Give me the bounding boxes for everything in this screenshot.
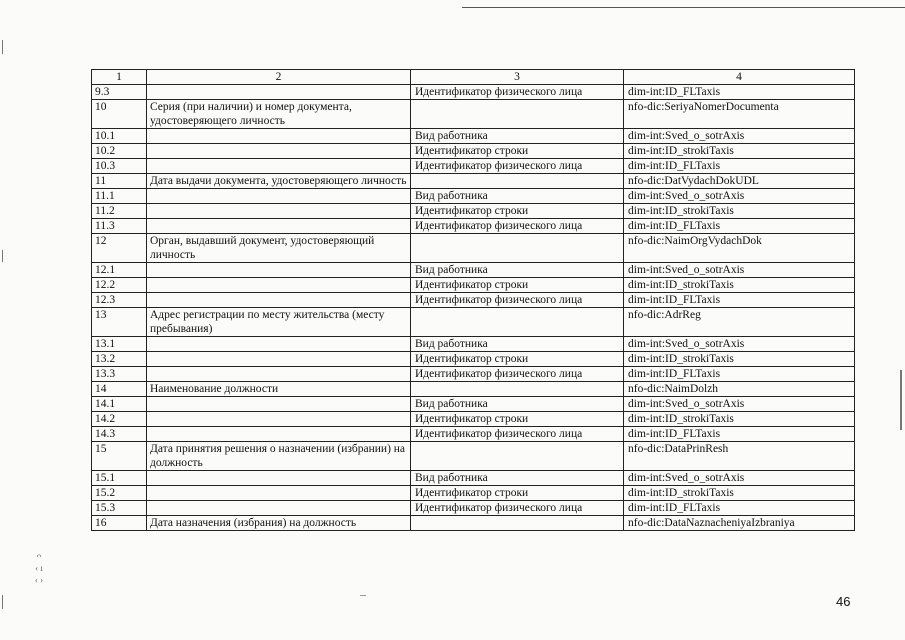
row-indicator-name	[147, 486, 411, 501]
table-row	[92, 412, 855, 427]
row-indicator-name: Дата принятия решения о назначении (избрании) на должность	[147, 442, 411, 471]
row-number: 13.2	[92, 352, 147, 367]
row-element-code: dim-int:ID_FLTaxis	[624, 85, 855, 100]
row-number: 15	[92, 442, 147, 471]
table-row	[92, 234, 855, 263]
table-row	[92, 442, 855, 471]
row-element-code: nfo-dic:DatVydachDokUDL	[624, 174, 855, 189]
row-indicator-name	[147, 189, 411, 204]
row-indicator-name	[147, 337, 411, 352]
table-row	[92, 382, 855, 397]
top-rule	[462, 7, 905, 8]
header-col-4: 4	[624, 70, 855, 85]
table-row	[92, 204, 855, 219]
scan-mark	[360, 595, 366, 596]
row-indicator-name	[147, 501, 411, 516]
row-dimension-type: Идентификатор физического лица	[411, 293, 624, 308]
row-number: 13.1	[92, 337, 147, 352]
left-margin-mark	[2, 40, 3, 54]
row-dimension-type: Идентификатор строки	[411, 486, 624, 501]
row-indicator-name	[147, 278, 411, 293]
row-dimension-type: Идентификатор физического лица	[411, 367, 624, 382]
row-number: 12	[92, 234, 147, 263]
row-element-code: dim-int:ID_strokiTaxis	[624, 144, 855, 159]
row-indicator-name: Наименование должности	[147, 382, 411, 397]
row-number: 10.2	[92, 144, 147, 159]
table-row	[92, 144, 855, 159]
row-number: 13	[92, 308, 147, 337]
row-dimension-type	[411, 234, 624, 263]
row-indicator-name	[147, 219, 411, 234]
row-indicator-name: Орган, выдавший документ, удостоверяющий личность	[147, 234, 411, 263]
row-dimension-type: Вид работника	[411, 397, 624, 412]
row-element-code: nfo-dic:SeriyaNomerDocumenta	[624, 100, 855, 129]
header-row	[92, 70, 855, 85]
row-element-code: dim-int:ID_FLTaxis	[624, 427, 855, 442]
row-indicator-name	[147, 129, 411, 144]
row-dimension-type: Идентификатор физического лица	[411, 219, 624, 234]
side-glyphs	[30, 550, 48, 586]
row-dimension-type: Идентификатор строки	[411, 352, 624, 367]
row-number: 11.2	[92, 204, 147, 219]
table-body	[92, 85, 855, 531]
left-margin-mark	[2, 250, 3, 262]
row-element-code: dim-int:Sved_o_sotrAxis	[624, 471, 855, 486]
row-number: 12.2	[92, 278, 147, 293]
table-row	[92, 427, 855, 442]
row-element-code: nfo-dic:DataPrinResh	[624, 442, 855, 471]
table-row	[92, 337, 855, 352]
row-indicator-name	[147, 159, 411, 174]
table-row	[92, 516, 855, 531]
row-indicator-name	[147, 427, 411, 442]
row-indicator-name	[147, 397, 411, 412]
table-row	[92, 293, 855, 308]
table-row	[92, 189, 855, 204]
row-indicator-name	[147, 471, 411, 486]
row-number: 11.3	[92, 219, 147, 234]
row-dimension-type: Идентификатор строки	[411, 204, 624, 219]
left-margin-mark	[2, 595, 3, 609]
row-indicator-name	[147, 85, 411, 100]
table-row	[92, 501, 855, 516]
row-dimension-type: Идентификатор физического лица	[411, 501, 624, 516]
row-number: 11	[92, 174, 147, 189]
row-element-code: dim-int:ID_FLTaxis	[624, 159, 855, 174]
row-indicator-name	[147, 412, 411, 427]
right-margin-mark	[900, 370, 902, 430]
row-dimension-type: Идентификатор строки	[411, 278, 624, 293]
row-element-code: dim-int:Sved_o_sotrAxis	[624, 263, 855, 278]
table-row	[92, 174, 855, 189]
row-element-code: nfo-dic:NaimDolzh	[624, 382, 855, 397]
row-dimension-type: Вид работника	[411, 263, 624, 278]
row-indicator-name	[147, 144, 411, 159]
row-number: 14.1	[92, 397, 147, 412]
table-row	[92, 397, 855, 412]
table-row	[92, 129, 855, 144]
table-row	[92, 159, 855, 174]
table-row	[92, 367, 855, 382]
row-dimension-type	[411, 174, 624, 189]
row-element-code: dim-int:ID_strokiTaxis	[624, 486, 855, 501]
table-row	[92, 85, 855, 100]
side-glyph: ‹ ı	[35, 563, 43, 573]
row-element-code: dim-int:ID_strokiTaxis	[624, 278, 855, 293]
row-number: 12.3	[92, 293, 147, 308]
row-element-code: dim-int:ID_strokiTaxis	[624, 412, 855, 427]
row-number: 14	[92, 382, 147, 397]
row-number: 10.1	[92, 129, 147, 144]
header-col-3: 3	[411, 70, 624, 85]
table-row	[92, 100, 855, 129]
row-element-code: dim-int:ID_strokiTaxis	[624, 204, 855, 219]
row-number: 9.3	[92, 85, 147, 100]
row-number: 15.3	[92, 501, 147, 516]
table-row	[92, 263, 855, 278]
row-number: 10.3	[92, 159, 147, 174]
row-number: 10	[92, 100, 147, 129]
row-dimension-type	[411, 100, 624, 129]
data-table	[91, 69, 855, 531]
row-element-code: dim-int:ID_FLTaxis	[624, 367, 855, 382]
row-dimension-type: Вид работника	[411, 129, 624, 144]
row-dimension-type	[411, 442, 624, 471]
side-glyph: ᴖ	[36, 551, 42, 561]
row-number: 14.3	[92, 427, 147, 442]
header-col-1: 1	[92, 70, 147, 85]
row-dimension-type: Идентификатор строки	[411, 144, 624, 159]
row-indicator-name	[147, 293, 411, 308]
row-indicator-name	[147, 204, 411, 219]
table-row	[92, 352, 855, 367]
row-dimension-type	[411, 308, 624, 337]
row-dimension-type: Идентификатор строки	[411, 412, 624, 427]
row-element-code: dim-int:ID_FLTaxis	[624, 219, 855, 234]
header-col-2: 2	[147, 70, 411, 85]
row-number: 16	[92, 516, 147, 531]
row-indicator-name	[147, 263, 411, 278]
row-element-code: dim-int:ID_FLTaxis	[624, 293, 855, 308]
row-number: 15.1	[92, 471, 147, 486]
row-dimension-type: Идентификатор физического лица	[411, 85, 624, 100]
row-element-code: nfo-dic:NaimOrgVydachDok	[624, 234, 855, 263]
row-number: 13.3	[92, 367, 147, 382]
row-element-code: dim-int:Sved_o_sotrAxis	[624, 397, 855, 412]
row-dimension-type: Вид работника	[411, 337, 624, 352]
row-element-code: dim-int:ID_FLTaxis	[624, 501, 855, 516]
row-indicator-name: Дата выдачи документа, удостоверяющего личность	[147, 174, 411, 189]
side-glyph: ‹ ›	[34, 575, 44, 585]
page-number: 46	[836, 594, 851, 609]
table-row	[92, 471, 855, 486]
row-indicator-name: Серия (при наличии) и номер документа, удостоверяющего личность	[147, 100, 411, 129]
row-dimension-type	[411, 382, 624, 397]
row-element-code: dim-int:ID_strokiTaxis	[624, 352, 855, 367]
row-element-code: nfo-dic:DataNaznacheniyaIzbraniya	[624, 516, 855, 531]
row-dimension-type: Идентификатор физического лица	[411, 159, 624, 174]
row-dimension-type: Вид работника	[411, 189, 624, 204]
row-dimension-type: Вид работника	[411, 471, 624, 486]
table-row	[92, 308, 855, 337]
row-indicator-name	[147, 352, 411, 367]
table-row	[92, 219, 855, 234]
row-indicator-name: Дата назначения (избрания) на должность	[147, 516, 411, 531]
table-row	[92, 278, 855, 293]
row-element-code: dim-int:Sved_o_sotrAxis	[624, 337, 855, 352]
row-number: 11.1	[92, 189, 147, 204]
row-element-code: dim-int:Sved_o_sotrAxis	[624, 189, 855, 204]
row-indicator-name: Адрес регистрации по месту жительства (месту пребывания)	[147, 308, 411, 337]
row-element-code: dim-int:Sved_o_sotrAxis	[624, 129, 855, 144]
row-dimension-type	[411, 516, 624, 531]
row-number: 14.2	[92, 412, 147, 427]
table-row	[92, 486, 855, 501]
row-number: 15.2	[92, 486, 147, 501]
row-number: 12.1	[92, 263, 147, 278]
row-element-code: nfo-dic:AdrReg	[624, 308, 855, 337]
row-dimension-type: Идентификатор физического лица	[411, 427, 624, 442]
row-indicator-name	[147, 367, 411, 382]
